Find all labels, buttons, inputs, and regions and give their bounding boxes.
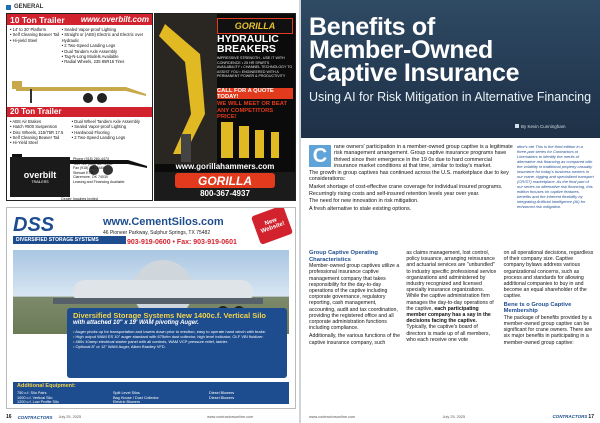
overbilt-logo-text: overbilt	[23, 170, 57, 180]
feature-item: • Self Cleaning Beaver Tail	[10, 32, 60, 37]
gorilla-text: IMPRESSIVE STRENGTH - USE IT WITH CONFIDENCE • 25 HR SPARTS AVAILABILITY • CHANNEL TECHNOLOGY TO ASSIST YOU • ENGINEERED WITH A PERMANENT POWER & PRODUCTIVITY	[217, 56, 293, 78]
contact-line: Stewart ETS	[73, 170, 94, 175]
trailer-ad-header-20ton: 20 Ton Trailer	[7, 107, 152, 117]
byline-text: By Kevin Cunningham	[521, 124, 566, 129]
col2-tail: Typically, the captive's board of directors is made up of all members, who each receive one vote	[406, 324, 490, 343]
feature-item: • 2 Two-Speed Landing Legs	[62, 43, 149, 48]
feature-item: • Hardwood Flooring	[72, 130, 149, 135]
intro-paragraphs	[309, 144, 515, 212]
intro-paragraph: The need for new innovation in risk mitigation.	[309, 198, 419, 205]
feature-item: • Straight or (ABS) Electric and Electric over Hydraulic	[62, 32, 149, 43]
left-footer	[6, 414, 253, 420]
trailer-ad-url[interactable]: www.overbilt.com	[80, 15, 149, 24]
silo-bullet: • Auger pivots up for transportation and lowers down prior to erection, easy to operate hand winch with brake.	[73, 329, 266, 334]
section-tag	[6, 4, 43, 10]
dss-url[interactable]: www.CementSilos.com	[103, 216, 224, 228]
gorilla-url[interactable]: www.gorillahammers.com	[175, 162, 275, 171]
feature-item: • Sealed Vapor-proof Lighting	[62, 27, 149, 32]
article-title	[309, 13, 594, 87]
equipment-item: 1200 c.f. Low Profile Silo	[17, 400, 59, 404]
trailer-contact	[73, 157, 124, 197]
silo-panel-subtitle: with attached 10" x 19' WAM pivoting Auger.	[73, 320, 199, 326]
equipment-item: 750 c.f. Silo Pairs	[17, 391, 47, 395]
trailer-10ton-features	[7, 25, 152, 67]
silo-panel-title: Diversified Storage Systems New 1400c.f. Vertical Silo	[73, 311, 267, 320]
dss-company-name: DIVERSIFIED STORAGE SYSTEMS	[13, 236, 126, 244]
page-number-right: 17	[588, 414, 594, 420]
article-col-2	[406, 250, 497, 410]
feature-item: • Hi-Yield Steel	[10, 140, 70, 145]
article-subtitle: Using AI for Risk Mitigation in Alternative Financing	[309, 90, 592, 104]
feature-item: • 14' to 30' Platform	[10, 27, 60, 32]
col1-paragraph: Member-owned group captives utilize a professional insurance captive management company that takes responsibility for the day-to-day operations of the captive including corporate governance, regulatory reporting, cash management, accounting, audit and tax coordination, providing the registered office and all corporate administration functions including compliance.	[309, 263, 400, 332]
col2-bold: each participating member company has a say in the decisions facing the captive.	[406, 305, 491, 325]
byline-marker-icon	[515, 124, 519, 128]
equipment-item: Diesel Blowers	[209, 395, 235, 400]
col1-heading: Group Captive Operating Characteristics	[309, 250, 378, 263]
trailer-ad[interactable]	[6, 13, 153, 201]
intro-paragraph: A fresh alternative to stale existing options.	[309, 205, 412, 212]
contact-line: Claremore, OK 74030	[73, 175, 108, 180]
intro-paragraph: Recurringly rising costs and self-insured retention levels year over year.	[309, 191, 480, 198]
article-col-1	[309, 250, 400, 410]
intro-paragraph: Market shortage of cost-effective crane coverage for individual insured programs.	[309, 183, 503, 190]
feature-item: • Radial Wheels, 235 85R16 Tires	[62, 59, 149, 64]
contact-line: Phone (918) 260-4474	[73, 157, 109, 161]
gorilla-meet: WE WILL MEET OR BEAT ANY COMPETITORS PRICE!	[217, 101, 287, 120]
footer-brand-right: CONTRACTORS	[552, 414, 588, 419]
dss-ad[interactable]	[6, 207, 296, 409]
dealer-note: Dealer Inquiries Invited	[61, 197, 98, 201]
dss-logo: DSS	[13, 214, 55, 236]
footer-date-right: July 25, 2025	[442, 415, 466, 419]
feature-item: • Self Cleaning Beaver Tail	[10, 135, 70, 140]
article-hero	[301, 0, 600, 138]
gorilla-logo: GORILLA	[217, 18, 293, 34]
trailer-ad-footer	[10, 157, 149, 197]
dss-address: 46 Pioneer Parkway, Sulphur Springs, TX 75482	[103, 230, 211, 236]
title-line-3: Captive Insurance	[309, 59, 520, 87]
equipment-col-2	[113, 391, 159, 405]
trailer-20ton-features	[7, 117, 152, 148]
feature-item: • Hi-yield Steel	[10, 38, 60, 43]
intro-paragraph: The growth in group captives has continued across the U.S. marketplace due to key considerations:	[309, 170, 509, 183]
feature-item: • Hatch #500 Suspension	[10, 124, 70, 129]
right-footer	[309, 414, 594, 420]
overbilt-logo-sub: TRAILERS	[31, 180, 49, 184]
feature-item: • Tag-N-Long Models Available	[62, 54, 149, 59]
article-byline	[515, 124, 566, 129]
dss-phone[interactable]: 903-919-0600 • Fax: 903-919-0601	[127, 239, 237, 246]
trailer-image-10ton	[10, 67, 149, 107]
trailer-dealer-note	[10, 197, 149, 201]
contact-line: Leasing and Financing Available	[73, 179, 125, 184]
feature-item: • Disc Wheels, 215/75R 17.5	[10, 130, 70, 135]
feature-item: • ABS Air Brakes	[10, 119, 70, 124]
left-page	[0, 0, 299, 423]
feature-list-c	[10, 119, 70, 146]
equipment-item: 1000 c.f. Vertical Silo	[17, 395, 53, 400]
trailer-ad-header-10ton	[7, 14, 152, 25]
gorilla-band-logo: GORILLA	[175, 173, 275, 188]
page-number: 16	[6, 414, 12, 420]
equipment-item: Diesel Blowers	[209, 391, 235, 395]
footer-site-right[interactable]: www.contractorsonline.com	[309, 415, 356, 419]
gorilla-cta[interactable]: CALL FOR A QUOTE TODAY!	[217, 88, 293, 99]
equipment-item: Electric Blowers	[113, 400, 141, 404]
feature-list-a	[10, 27, 60, 65]
footer-site[interactable]: www.contractorsonline.com	[207, 415, 254, 419]
title-line-2: Member-Owned	[309, 36, 493, 64]
excavator-image	[155, 14, 217, 164]
article-col-3	[504, 250, 595, 410]
col3-body: on all operational decisions, regardless of their company size. Captive company bylaws address various organizational concerns, such as process and standards for allowing additional companies to buy in and become an equal shareholder of the captive.	[503, 250, 594, 300]
col2-text: as claims management, lost control, policy issuance, arranging reinsurance and actuarial services are "unbundled" to industry specific professional service organizations and administered by industry recognized and licensed specialty insurance organizations. While the captive administration firm manages the day-to-day operations of the captive,	[406, 250, 497, 312]
contact-line: Toll Free (888) 687-2458	[73, 161, 113, 166]
silo-bullet: • 480v 10amp electrical starter panel with all controls, WAM VCP pressure relief, ladder.	[73, 339, 266, 344]
section-marker-icon	[6, 5, 11, 10]
feature-item: • 2 Two-Speed Landing Legs	[72, 135, 149, 140]
feature-item: • Dual Tandem Axle Assembly	[62, 49, 149, 54]
footer-brand: CONTRACTORS	[17, 414, 53, 420]
trailer-10ton-title: 10 Ton Trailer	[10, 14, 65, 25]
equipment-item: Bag House / Dust Collector	[113, 395, 159, 400]
intro-paragraph: rane owners' participation in a member-owned group captive is a legitimate risk management arrangement. Group captive insurance programs have thrived since their emergence in the 19 0s due to hard commercial insurance market conditions at that time, similar to today's market.	[334, 144, 513, 169]
silo-feature-panel	[67, 308, 287, 378]
title-line-1: Benefits of	[309, 13, 435, 41]
new-website-badge: New Website!	[251, 207, 293, 245]
gorilla-ad[interactable]	[154, 13, 296, 201]
drop-cap: C	[309, 145, 331, 167]
feature-item: • Dual Wheel Tandem Axle Assembly	[72, 119, 149, 124]
section-label: GENERAL	[14, 4, 44, 10]
article-intro	[309, 144, 515, 213]
editors-note: ditor's ote This is the third edition in a three-part series for Contractors ot Linemakers to identify the merits of alternative risk financing as compared with the volatility in traditional property casualty insurance for today's business owners in our crane, rigging and specialized transport (CR/ST) marketplace. As the final part of our series on alternative risk financing, this edition focuses on captive features, benefits and the inherent flexibility by integrating Artificial Intelligence (AI) for enhanced risk mitigation.	[517, 144, 594, 209]
gorilla-phone[interactable]: 800-367-4937	[200, 189, 250, 198]
equipment-col-3	[209, 391, 234, 400]
col1-paragraph: Additionally, the various functions of the captive insurance company, such	[309, 333, 401, 346]
equipment-item: Split Level Silos	[113, 391, 140, 395]
silo-bullets	[73, 329, 266, 349]
contact-line: Fax (918) 260-4484	[73, 166, 105, 171]
additional-equipment-title: Additional Equipment:	[17, 383, 76, 389]
feature-list-d	[72, 119, 149, 146]
additional-equipment	[13, 382, 289, 404]
feature-list-b	[62, 27, 149, 65]
equipment-col-1	[17, 391, 59, 405]
feature-item: • Sealed Vapor-proof Lighting	[72, 124, 149, 129]
silo-bullet: • Optional 8" or 12" WAM Auger, Aiken Bradley VFD.	[73, 344, 266, 349]
col1-body	[309, 263, 400, 346]
col3-heading: Bene ts o Group Captive Membership	[503, 301, 572, 315]
gorilla-title: HYDRAULIC BREAKERS	[217, 33, 279, 55]
silo-bullet: • High output WAM ES 10" auger standard with 675cfm dust collector, high level indicator, OLF VBI fluidizer.	[73, 334, 266, 339]
col2-body	[406, 250, 497, 343]
right-page	[301, 0, 600, 423]
col3-tail: The package of benefits provided by a member-owned group captive can be significant for crane owners. There are six major benefits in participating in a member-owned group captive:	[503, 314, 593, 346]
breaker-products-image	[219, 118, 291, 160]
article-columns	[309, 250, 595, 410]
overbilt-logo	[10, 157, 70, 197]
footer-date: July 25, 2025	[58, 415, 82, 419]
gorilla-band	[155, 172, 295, 200]
